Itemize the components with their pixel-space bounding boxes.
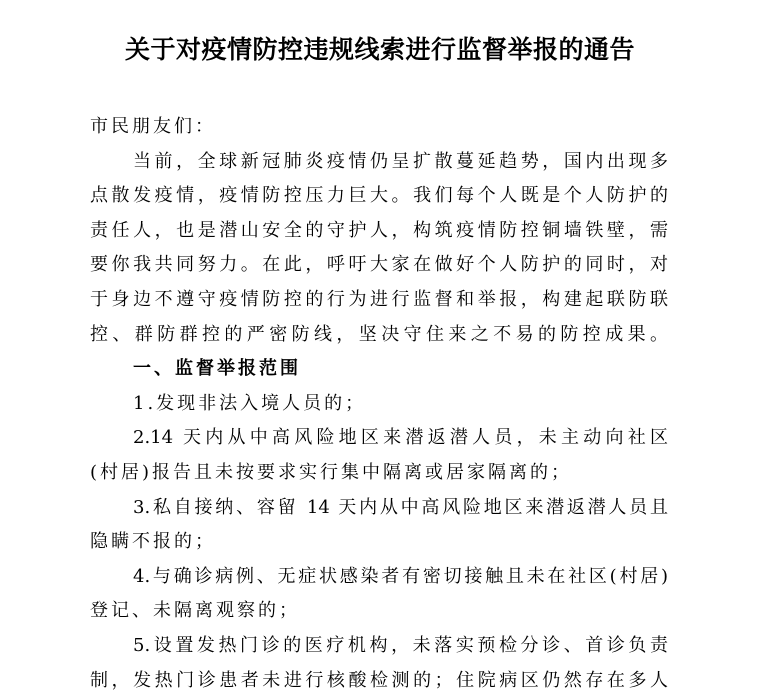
paragraph-line: 责任人，也是潜山安全的守护人，构筑疫情防控铜墙铁壁，需 xyxy=(90,219,668,241)
salutation: 市民朋友们： xyxy=(90,116,216,137)
paragraph-line: 登记、未隔离观察的； xyxy=(90,600,300,622)
paragraph-line: 3.私自接纳、容留 14 天内从中高风险地区来潜返潜人员且 xyxy=(133,496,668,518)
paragraph-line: 制，发热门诊患者未进行核酸检测的；住院病区仍然存在多人 xyxy=(90,669,668,691)
paragraph-line: 于身边不遵守疫情防控的行为进行监督和举报，构建起联防联 xyxy=(90,288,668,310)
paragraph-line: 隐瞒不报的； xyxy=(90,531,216,553)
paragraph-line: 2.14 天内从中高风险地区来潜返潜人员，未主动向社区 xyxy=(133,427,668,449)
paragraph-line: 5.设置发热门诊的医疗机构，未落实预检分诊、首诊负责 xyxy=(133,634,668,656)
paragraph-line: (村居)报告且未按要求实行集中隔离或居家隔离的； xyxy=(90,461,573,483)
paragraph-line: 点散发疫情，疫情防控压力巨大。我们每个人既是个人防护的 xyxy=(90,185,668,207)
paragraph-line: 控、群防群控的严密防线，坚决守住来之不易的防控成果。 xyxy=(90,323,668,345)
paragraph-line: 当前，全球新冠肺炎疫情仍呈扩散蔓延趋势，国内出现多 xyxy=(133,150,668,172)
paragraph-line: 4.与确诊病例、无症状感染者有密切接触且未在社区(村居) xyxy=(133,565,668,587)
document-body xyxy=(90,110,668,698)
document-title: 关于对疫情防控违规线索进行监督举报的通告 xyxy=(124,35,635,64)
section-heading: 一、监督举报范围 xyxy=(133,358,301,380)
paragraph-line: 1.发现非法入境人员的； xyxy=(133,392,367,414)
paragraph-line: 要你我共同努力。在此，呼吁大家在做好个人防护的同时，对 xyxy=(90,254,668,276)
